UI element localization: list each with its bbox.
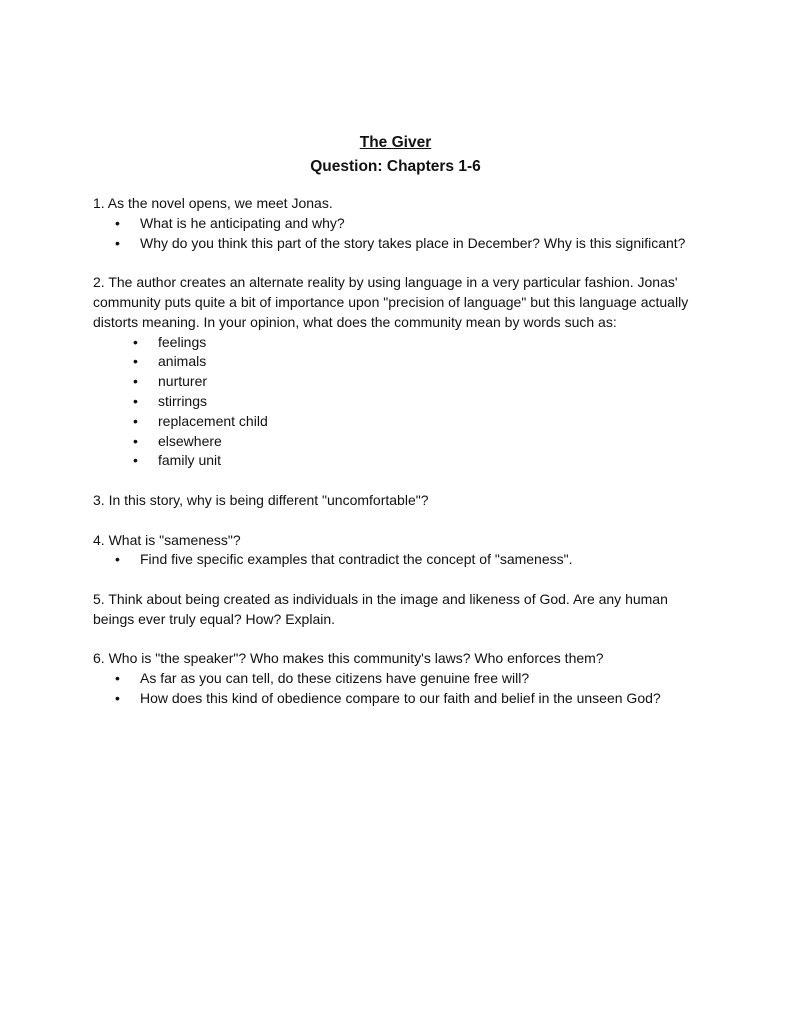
question-3 — [93, 491, 713, 511]
list-item: • elsewhere — [93, 432, 713, 452]
list-item: • What is he anticipating and why? — [93, 214, 713, 234]
bullet-list — [93, 214, 713, 254]
list-item: • nurturer — [93, 372, 713, 392]
list-item: • Find five specific examples that contradict the concept of "sameness". — [93, 550, 713, 570]
question-text: 6. Who is "the speaker"? Who makes this community's laws? Who enforces them? — [93, 650, 604, 667]
list-item: • stirrings — [93, 392, 713, 412]
question-text: 4. What is "sameness"? — [93, 531, 241, 548]
document-title: The Giver — [359, 134, 432, 151]
question-text: 1. As the novel opens, we meet Jonas. — [93, 195, 333, 211]
bullet-list — [93, 669, 713, 709]
question-5 — [93, 590, 713, 630]
question-6 — [93, 649, 713, 708]
list-item: • As far as you can tell, do these citizens have genuine free will? — [93, 669, 713, 689]
question-list — [93, 194, 713, 729]
list-item: • family unit — [93, 451, 713, 471]
question-text: 2. The author creates an alternate reality by using language in a very particular fashion. Jonas' community puts quite a bit of importance upon "precision of language" but this language actually distorts meaning. In your opinion, what does the community mean by words such as: — [93, 274, 689, 330]
question-text: 3. In this story, why is being different "uncomfortable"? — [93, 491, 429, 508]
question-text: 5. Think about being created as individuals in the image and likeness of God. Are any human beings ever truly equal? How? Explain. — [93, 590, 668, 627]
list-item: • Why do you think this part of the story takes place in December? Why is this significant? — [93, 234, 713, 254]
list-item: • feelings — [93, 333, 713, 353]
title-block — [0, 131, 791, 179]
document-subtitle: Question: Chapters 1-6 — [310, 158, 481, 175]
list-item: • How does this kind of obedience compare to our faith and belief in the unseen God? — [93, 689, 713, 709]
list-item: • replacement child — [93, 412, 713, 432]
bullet-list — [93, 333, 713, 472]
question-1 — [93, 194, 713, 253]
bullet-list — [93, 550, 713, 570]
question-2 — [93, 273, 713, 471]
list-item: • animals — [93, 352, 713, 372]
question-4 — [93, 531, 713, 571]
